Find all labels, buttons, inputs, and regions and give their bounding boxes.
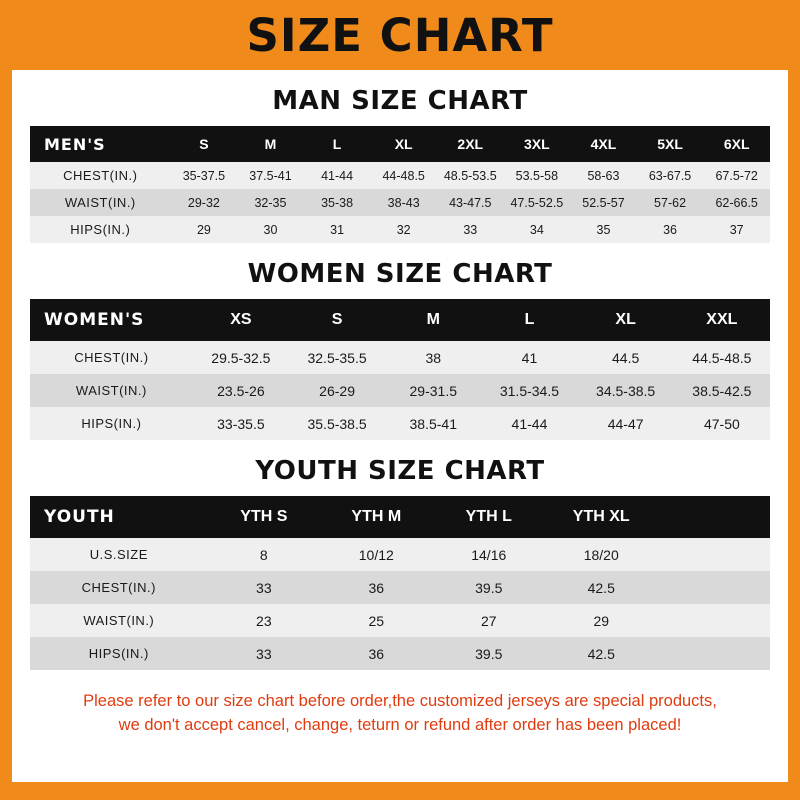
men-col-3xl: 3XL bbox=[504, 126, 571, 162]
youth-table-corner-label: YOUTH bbox=[30, 496, 208, 538]
youth-col-l: YTH L bbox=[433, 496, 545, 538]
youth-col-xl: YTH XL bbox=[545, 496, 657, 538]
youth-ussize-m: 10/12 bbox=[358, 546, 394, 563]
women-col-l: L bbox=[481, 299, 577, 341]
youth-section-title: YOUTH SIZE CHART bbox=[255, 456, 545, 486]
women-chest-m: 38 bbox=[425, 349, 442, 366]
men-chest-3xl: 53.5-58 bbox=[515, 168, 559, 183]
men-col-6xl: 6XL bbox=[703, 126, 770, 162]
men-table-corner-label: MEN'S bbox=[30, 126, 171, 162]
women-hips-xs: 33-35.5 bbox=[217, 415, 265, 432]
men-size-section bbox=[12, 86, 788, 243]
youth-chest-l: 39.5 bbox=[475, 579, 503, 596]
men-hips-4xl: 35 bbox=[596, 222, 611, 237]
youth-ussize-s: 8 bbox=[259, 546, 268, 563]
men-hips-s: 29 bbox=[196, 222, 211, 237]
men-row-hips-label: HIPS(IN.) bbox=[70, 222, 131, 237]
table-row bbox=[30, 604, 770, 637]
women-waist-m: 29-31.5 bbox=[409, 382, 457, 399]
youth-row-waist-label: WAIST(IN.) bbox=[83, 613, 155, 628]
women-waist-s: 26-29 bbox=[319, 382, 355, 399]
men-size-table bbox=[30, 126, 770, 243]
footer-accent-bar bbox=[12, 782, 788, 800]
women-chest-xs: 29.5-32.5 bbox=[211, 349, 271, 366]
page-title: SIZE CHART bbox=[246, 8, 554, 62]
men-hips-3xl: 34 bbox=[529, 222, 544, 237]
women-waist-xs: 23.5-26 bbox=[217, 382, 265, 399]
table-row bbox=[30, 216, 770, 243]
women-col-xl: XL bbox=[578, 299, 674, 341]
women-hips-s: 35.5-38.5 bbox=[307, 415, 367, 432]
youth-waist-s: 23 bbox=[256, 612, 272, 629]
men-waist-s: 29-32 bbox=[187, 195, 220, 210]
men-chest-xl: 44-48.5 bbox=[382, 168, 425, 183]
youth-waist-xl: 29 bbox=[593, 612, 610, 629]
women-hips-xl: 44-47 bbox=[607, 415, 644, 432]
men-chest-s: 35-37.5 bbox=[182, 168, 226, 183]
men-col-4xl: 4XL bbox=[570, 126, 637, 162]
youth-waist-m: 25 bbox=[368, 612, 385, 629]
youth-row-hips-label: HIPS(IN.) bbox=[88, 646, 149, 661]
men-waist-5xl: 57-62 bbox=[654, 195, 687, 210]
table-row bbox=[30, 374, 770, 407]
men-col-5xl: 5XL bbox=[637, 126, 704, 162]
youth-size-table bbox=[30, 496, 770, 670]
women-col-m: M bbox=[385, 299, 481, 341]
table-row bbox=[30, 407, 770, 440]
youth-waist-empty bbox=[657, 604, 770, 637]
women-section-title: WOMEN SIZE CHART bbox=[247, 259, 553, 289]
women-chest-s: 32.5-35.5 bbox=[307, 349, 367, 366]
youth-hips-empty bbox=[657, 637, 770, 670]
youth-col-empty bbox=[657, 496, 770, 538]
women-chest-xl: 44.5 bbox=[612, 349, 640, 366]
youth-col-s: YTH S bbox=[208, 496, 320, 538]
table-header-row bbox=[30, 126, 770, 162]
youth-waist-l: 27 bbox=[480, 612, 497, 629]
men-chest-m: 37.5-41 bbox=[249, 168, 292, 183]
men-chest-l: 41-44 bbox=[321, 168, 354, 183]
women-col-xs: XS bbox=[193, 299, 289, 341]
order-notice-line-2: we don't accept cancel, change, teturn or refund after order has been placed! bbox=[118, 715, 682, 734]
youth-row-chest-label: CHEST(IN.) bbox=[81, 580, 156, 595]
men-chest-6xl: 67.5-72 bbox=[715, 168, 758, 183]
youth-row-ussize-label: U.S.SIZE bbox=[89, 547, 148, 562]
men-chest-2xl: 48.5-53.5 bbox=[443, 168, 497, 183]
men-col-l: L bbox=[304, 126, 371, 162]
table-header-row bbox=[30, 496, 770, 538]
men-hips-xl: 32 bbox=[396, 222, 411, 237]
women-waist-xxl: 38.5-42.5 bbox=[692, 382, 752, 399]
youth-ussize-l: 14/16 bbox=[471, 546, 507, 563]
youth-chest-m: 36 bbox=[368, 579, 385, 596]
men-waist-2xl: 43-47.5 bbox=[449, 195, 492, 210]
women-col-s: S bbox=[289, 299, 385, 341]
men-row-chest-label: CHEST(IN.) bbox=[63, 168, 138, 183]
youth-chest-empty bbox=[657, 571, 770, 604]
youth-hips-s: 33 bbox=[256, 645, 272, 662]
youth-hips-xl: 42.5 bbox=[587, 645, 615, 662]
men-chest-4xl: 58-63 bbox=[587, 168, 620, 183]
women-table-corner-label: WOMEN'S bbox=[30, 299, 193, 341]
women-hips-m: 38.5-41 bbox=[409, 415, 457, 432]
men-col-s: S bbox=[171, 126, 238, 162]
youth-ussize-xl: 18/20 bbox=[583, 546, 619, 563]
women-chest-l: 41 bbox=[521, 349, 538, 366]
youth-chest-s: 33 bbox=[256, 579, 272, 596]
women-waist-l: 31.5-34.5 bbox=[499, 382, 560, 399]
men-hips-l: 31 bbox=[330, 222, 345, 237]
order-notice-line-1: Please refer to our size chart before order,the customized jerseys are special products, bbox=[83, 692, 717, 710]
table-row bbox=[30, 538, 770, 571]
men-row-waist-label: WAIST(IN.) bbox=[64, 195, 136, 210]
table-row bbox=[30, 637, 770, 670]
men-col-xl: XL bbox=[370, 126, 437, 162]
men-chest-5xl: 63-67.5 bbox=[648, 168, 692, 183]
page-header bbox=[0, 0, 800, 70]
men-col-m: M bbox=[237, 126, 304, 162]
women-row-waist-label: WAIST(IN.) bbox=[75, 383, 147, 398]
men-hips-m: 30 bbox=[263, 222, 278, 237]
youth-size-section bbox=[12, 456, 788, 670]
table-row bbox=[30, 571, 770, 604]
youth-hips-l: 39.5 bbox=[475, 645, 503, 662]
order-notice bbox=[12, 684, 788, 738]
women-size-section bbox=[12, 259, 788, 440]
men-waist-xl: 38-43 bbox=[387, 195, 420, 210]
youth-ussize-empty bbox=[657, 538, 770, 571]
women-hips-xxl: 47-50 bbox=[703, 415, 740, 432]
men-col-2xl: 2XL bbox=[437, 126, 504, 162]
men-waist-m: 32-35 bbox=[254, 195, 287, 210]
men-waist-6xl: 62-66.5 bbox=[715, 195, 758, 210]
youth-col-m: YTH M bbox=[320, 496, 432, 538]
table-row bbox=[30, 341, 770, 374]
women-size-table bbox=[30, 299, 770, 440]
women-row-hips-label: HIPS(IN.) bbox=[81, 416, 142, 431]
men-hips-6xl: 37 bbox=[729, 222, 744, 237]
youth-hips-m: 36 bbox=[368, 645, 385, 662]
men-hips-2xl: 33 bbox=[463, 222, 478, 237]
women-row-chest-label: CHEST(IN.) bbox=[74, 350, 149, 365]
men-waist-l: 35-38 bbox=[321, 195, 354, 210]
table-row bbox=[30, 162, 770, 189]
women-hips-l: 41-44 bbox=[511, 415, 548, 432]
women-chest-xxl: 44.5-48.5 bbox=[692, 349, 752, 366]
women-waist-xl: 34.5-38.5 bbox=[596, 382, 656, 399]
men-waist-3xl: 47.5-52.5 bbox=[510, 195, 564, 210]
table-header-row bbox=[30, 299, 770, 341]
youth-chest-xl: 42.5 bbox=[587, 579, 615, 596]
table-row bbox=[30, 189, 770, 216]
men-waist-4xl: 52.5-57 bbox=[582, 195, 625, 210]
women-col-xxl: XXL bbox=[674, 299, 770, 341]
men-section-title: MAN SIZE CHART bbox=[272, 86, 528, 116]
men-hips-5xl: 36 bbox=[663, 222, 677, 237]
